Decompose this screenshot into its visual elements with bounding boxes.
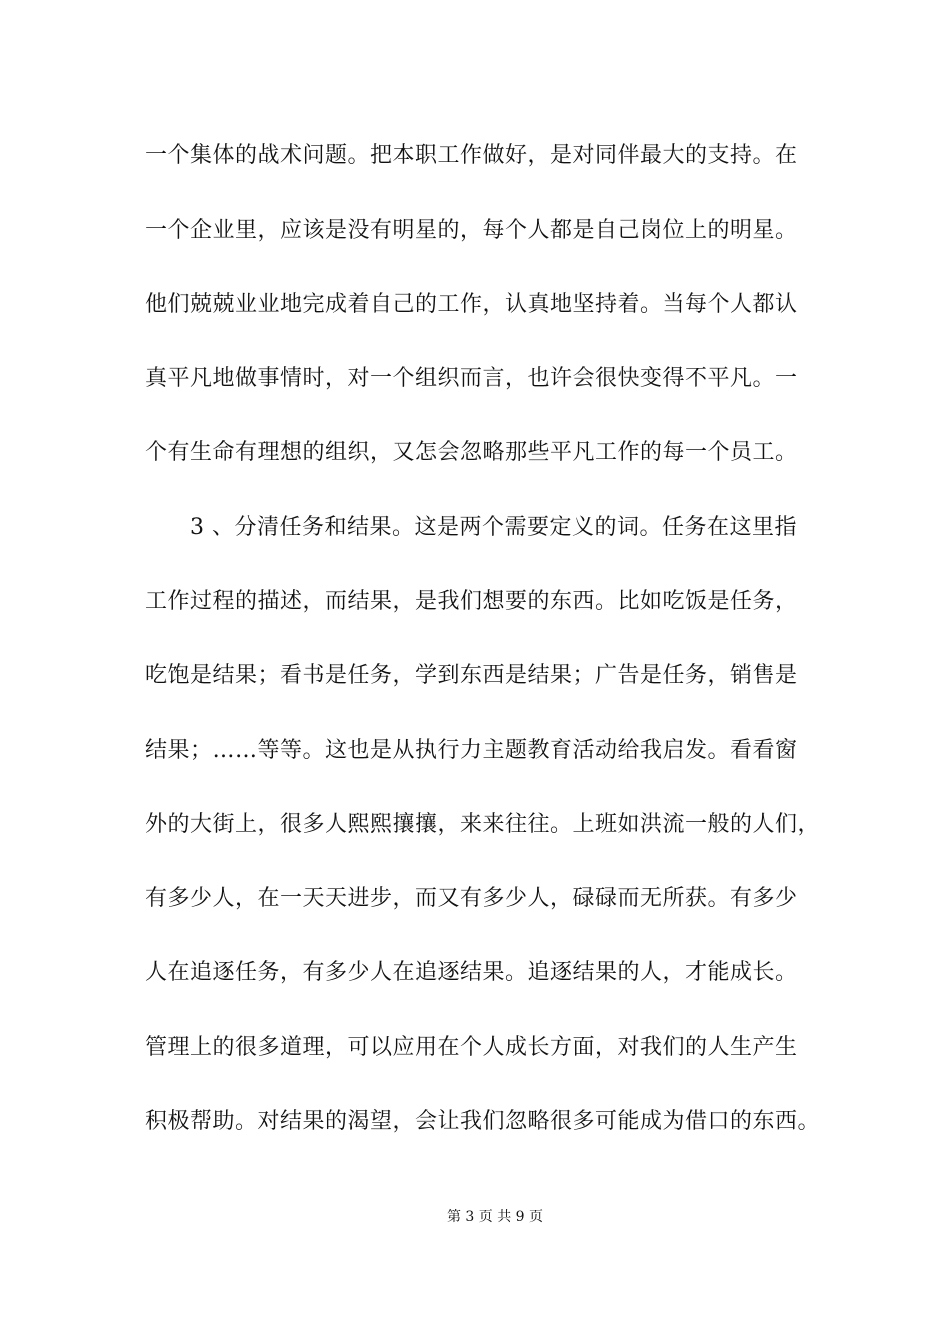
- body-text-line: 一个企业里，应该是没有明星的，每个人都是自己岗位上的明星。: [145, 218, 798, 243]
- body-text-line: 工作过程的描述，而结果，是我们想要的东西。比如吃饭是任务，: [145, 589, 798, 614]
- page-number-footer: 第 3 页 共 9 页: [446, 1209, 544, 1225]
- paragraph-start-line: 3 、分清任务和结果。这是两个需要定义的词。任务在这里指: [190, 515, 797, 540]
- body-text-line: 管理上的很多道理，可以应用在个人成长方面，对我们的人生产生: [145, 1035, 798, 1060]
- body-text-line: 吃饱是结果；看书是任务，学到东西是结果；广告是任务，销售是: [145, 663, 798, 688]
- body-text-line: 人在追逐任务，有多少人在追逐结果。追逐结果的人，才能成长。: [145, 960, 798, 985]
- body-text-line: 外的大街上，很多人熙熙攘攘，来来往往。上班如洪流一般的人们，: [145, 812, 821, 837]
- body-text-line: 一个集体的战术问题。把本职工作做好，是对同伴最大的支持。在: [145, 143, 798, 168]
- body-text-line: 积极帮助。对结果的渴望，会让我们忽略很多可能成为借口的东西。: [145, 1109, 821, 1134]
- body-text-line: 他们兢兢业业地完成着自己的工作，认真地坚持着。当每个人都认: [145, 292, 798, 317]
- body-text-line: 有多少人，在一天天进步，而又有多少人，碌碌而无所获。有多少: [145, 886, 798, 911]
- body-text-line: 个有生命有理想的组织，又怎会忽略那些平凡工作的每一个员工。: [145, 440, 798, 465]
- body-text-line: 结果；……等等。这也是从执行力主题教育活动给我启发。看看窗: [145, 738, 798, 763]
- body-text-line: 真平凡地做事情时，对一个组织而言，也许会很快变得不平凡。一: [145, 366, 798, 391]
